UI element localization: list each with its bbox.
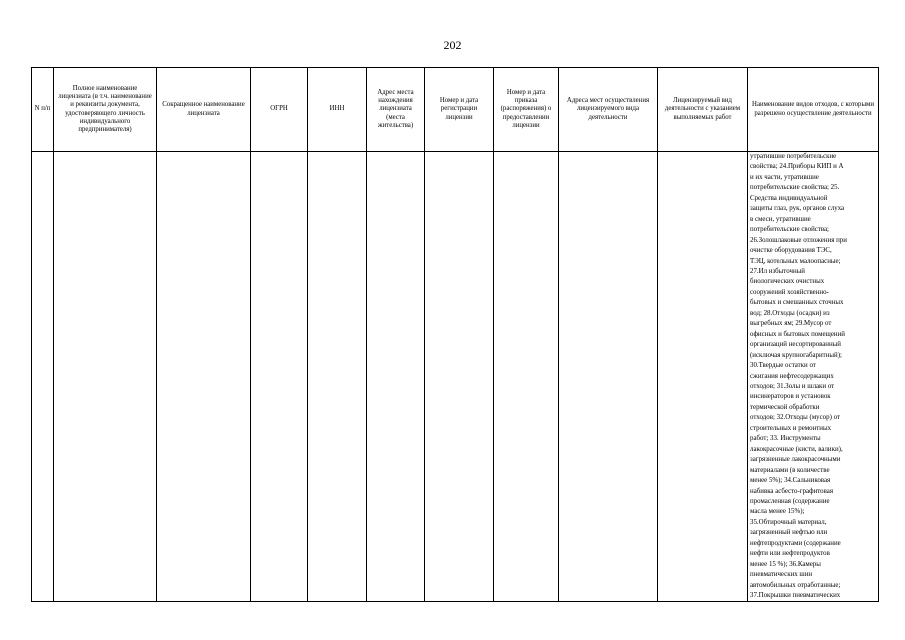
waste-line: потребительские свойства; 25. xyxy=(750,184,840,192)
waste-line: сооружений хозяйственно- xyxy=(750,288,829,296)
waste-line: 35.Обтирочный материал, xyxy=(750,518,827,526)
table-row xyxy=(32,152,879,602)
waste-line: Средства индивидуальной xyxy=(750,194,828,202)
waste-line: лакокрасочные (кисти, валики), xyxy=(750,445,843,453)
waste-line: пневматических шин xyxy=(750,571,813,579)
waste-line: вод; 28.Отходы (осадки) из xyxy=(750,309,830,317)
cell-license-registration xyxy=(425,152,494,602)
column-header-short-name: Сокращенное наименование лицензиата xyxy=(157,68,251,152)
column-header-activity-addresses: Адреса мест осуществления лицензируемого вида деятельности xyxy=(559,68,658,152)
waste-line: работ; 33. Инструменты xyxy=(750,435,821,443)
waste-line: организаций несортированный xyxy=(750,341,841,349)
cell-activity-type xyxy=(658,152,748,602)
column-header-number: N п/п xyxy=(32,68,54,152)
waste-line: свойства; 24.Приборы КИП и А xyxy=(750,163,844,171)
waste-line: в смеси, утратившие xyxy=(750,215,811,223)
column-header-ogrn: ОГРН xyxy=(251,68,308,152)
column-header-full-name: Полное наименование лицензиата (в т.ч. наименование и реквизиты документа, удостоверяющего личность индивидуального предпринимателя) xyxy=(54,68,157,152)
waste-line: биологических очистных xyxy=(750,278,825,286)
cell-short-name xyxy=(157,152,251,602)
waste-line: офисных и бытовых помещений xyxy=(750,330,845,338)
cell-order xyxy=(494,152,559,602)
waste-line: загрязненный нефтью или xyxy=(750,529,828,537)
waste-line: 27.Ил избыточный xyxy=(750,267,805,275)
waste-line: ТЭЦ, котельных малоопасные; xyxy=(750,257,841,265)
waste-line: и их части, утратившие xyxy=(750,173,819,181)
waste-line: утратившие потребительские xyxy=(750,153,837,160)
waste-line: нефтепродуктами (содержание xyxy=(750,539,841,547)
waste-line: очистке оборудования ТЭС, xyxy=(750,247,832,255)
column-header-waste-types: Наименование видов отходов, с которыми разрешено осуществление деятельности xyxy=(748,68,879,152)
waste-line: материалами (в количестве xyxy=(750,466,830,474)
column-header-activity-type: Лицензируемый вид деятельности с указанием выполняемых работ xyxy=(658,68,748,152)
waste-line: менее 5%); 34.Сальниковая xyxy=(750,477,831,485)
column-header-inn: ИНН xyxy=(308,68,367,152)
waste-line: отходов; 32.Отходы (мусор) от xyxy=(750,414,840,422)
waste-line: 26.Золошлаковые отложения при xyxy=(750,236,847,244)
column-header-address: Адрес места нахождения лицензиата (места жительства) xyxy=(367,68,425,152)
waste-line: сжигания нефтесодержащих xyxy=(750,372,834,380)
waste-line: нефти или нефтепродуктов xyxy=(750,550,830,558)
cell-waste-types xyxy=(748,152,879,602)
waste-line: 30.Твердые остатки от xyxy=(750,362,816,370)
column-header-order: Номер и дата приказа (распоряжения) о предоставлении лицензии xyxy=(494,68,559,152)
waste-line: 37.Покрышки пневматических xyxy=(750,592,841,600)
waste-line: масла менее 15%); xyxy=(750,508,805,516)
waste-line: набивка асбесто-графитовая xyxy=(750,487,834,495)
waste-line: защиты глаз, рук, органов слуха xyxy=(750,205,845,213)
waste-line: потребительские свойства; xyxy=(750,226,829,234)
page-number: 202 xyxy=(443,38,462,52)
waste-line: строительных и ремонтных xyxy=(750,424,832,432)
waste-line: автомобильных отработанные; xyxy=(750,581,841,589)
cell-full-name xyxy=(54,152,157,602)
waste-line: менее 15 %); 36.Камеры xyxy=(750,560,821,568)
cell-address xyxy=(367,152,425,602)
waste-line: бытовых и смешанных сточных xyxy=(750,299,844,307)
waste-line: выгребных ям; 29.Мусор от xyxy=(750,320,832,328)
cell-ogrn xyxy=(251,152,308,602)
cell-inn xyxy=(308,152,367,602)
waste-line: инсинераторов и установок xyxy=(750,393,831,401)
column-header-license-registration: Номер и дата регистрации лицензии xyxy=(425,68,494,152)
waste-line: термической обработки xyxy=(750,403,820,411)
table-header-row xyxy=(32,68,879,152)
waste-line: (исключая крупногабаритный); xyxy=(750,351,842,359)
waste-line: загрязненные лакокрасочными xyxy=(750,456,841,464)
cell-number xyxy=(32,152,54,602)
license-register-table xyxy=(31,67,879,602)
waste-line: промасленная (содержание xyxy=(750,497,830,505)
cell-activity-addresses xyxy=(559,152,658,602)
waste-line: отходов; 31.Золы и шлаки от xyxy=(750,382,835,390)
